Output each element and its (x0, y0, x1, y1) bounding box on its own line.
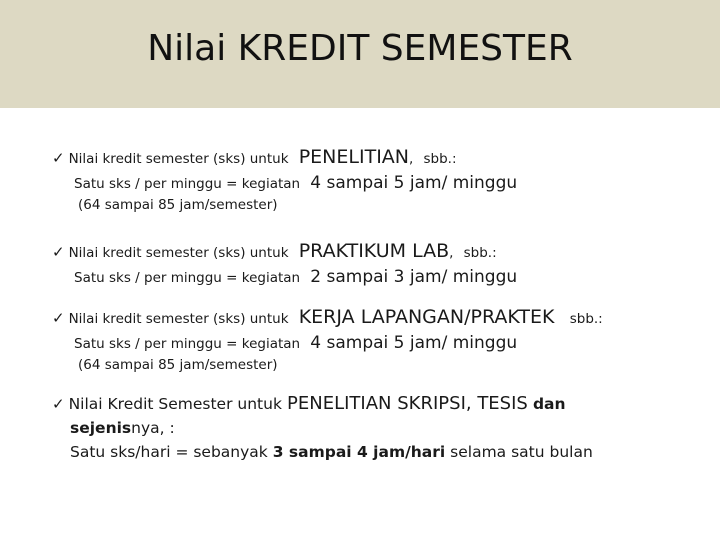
rate-lead: Satu sks/hari = sebanyak (70, 443, 273, 461)
checkmark-icon: ✓ (52, 395, 65, 413)
item-keyword: KERJA LAPANGAN/PRAKTEK (298, 306, 555, 328)
item-lead: Nilai kredit semester (sks) untuk (68, 151, 289, 167)
item-note: (64 sampai 85 jam/semester) (78, 197, 278, 213)
item-cont-rest: nya, : (131, 419, 175, 437)
title-banner (0, 0, 720, 108)
item-cont-bold: sejenis (70, 419, 132, 437)
item-lead: Nilai kredit semester (sks) untuk (68, 245, 289, 261)
item-rate (70, 443, 593, 461)
rate-value: 3 sampai 4 jam/hari (272, 443, 446, 461)
checkmark-icon: ✓ (52, 149, 65, 167)
rate-lead: Satu sks / per minggu = kegiatan (74, 336, 301, 352)
item-skripsi (52, 393, 566, 414)
item-rate (74, 333, 517, 353)
rate-lead: Satu sks / per minggu = kegiatan (74, 270, 301, 286)
checkmark-icon: ✓ (52, 309, 65, 327)
item-continuation (70, 419, 175, 437)
item-kerja-lapangan (52, 306, 603, 328)
rate-tail: selama satu bulan (450, 443, 593, 461)
item-keyword: PENELITIAN (298, 146, 410, 168)
item-comma: , (449, 245, 454, 261)
rate-value: 2 sampai 3 jam/ minggu (310, 267, 518, 287)
item-tail: sbb.: (569, 311, 603, 327)
item-tail: sbb.: (423, 151, 457, 167)
rate-value: 4 sampai 5 jam/ minggu (310, 333, 518, 353)
rate-value: 4 sampai 5 jam/ minggu (310, 173, 518, 193)
item-rate (74, 173, 517, 193)
checkmark-icon: ✓ (52, 243, 65, 261)
item-note: (64 sampai 85 jam/semester) (78, 357, 278, 373)
item-praktikum (52, 240, 497, 262)
item-lead: Nilai kredit semester (sks) untuk (68, 311, 289, 327)
item-tail: sbb.: (463, 245, 497, 261)
item-lead: Nilai Kredit Semester untuk (68, 395, 282, 413)
item-keyword-dan: dan (532, 395, 566, 413)
item-keyword: PENELITIAN SKRIPSI, TESIS (287, 393, 528, 414)
item-keyword: PRAKTIKUM LAB (298, 240, 450, 262)
rate-lead: Satu sks / per minggu = kegiatan (74, 176, 301, 192)
item-rate (74, 267, 517, 287)
item-comma: , (409, 151, 414, 167)
item-penelitian (52, 146, 457, 168)
page-title: Nilai KREDIT SEMESTER (147, 28, 573, 69)
